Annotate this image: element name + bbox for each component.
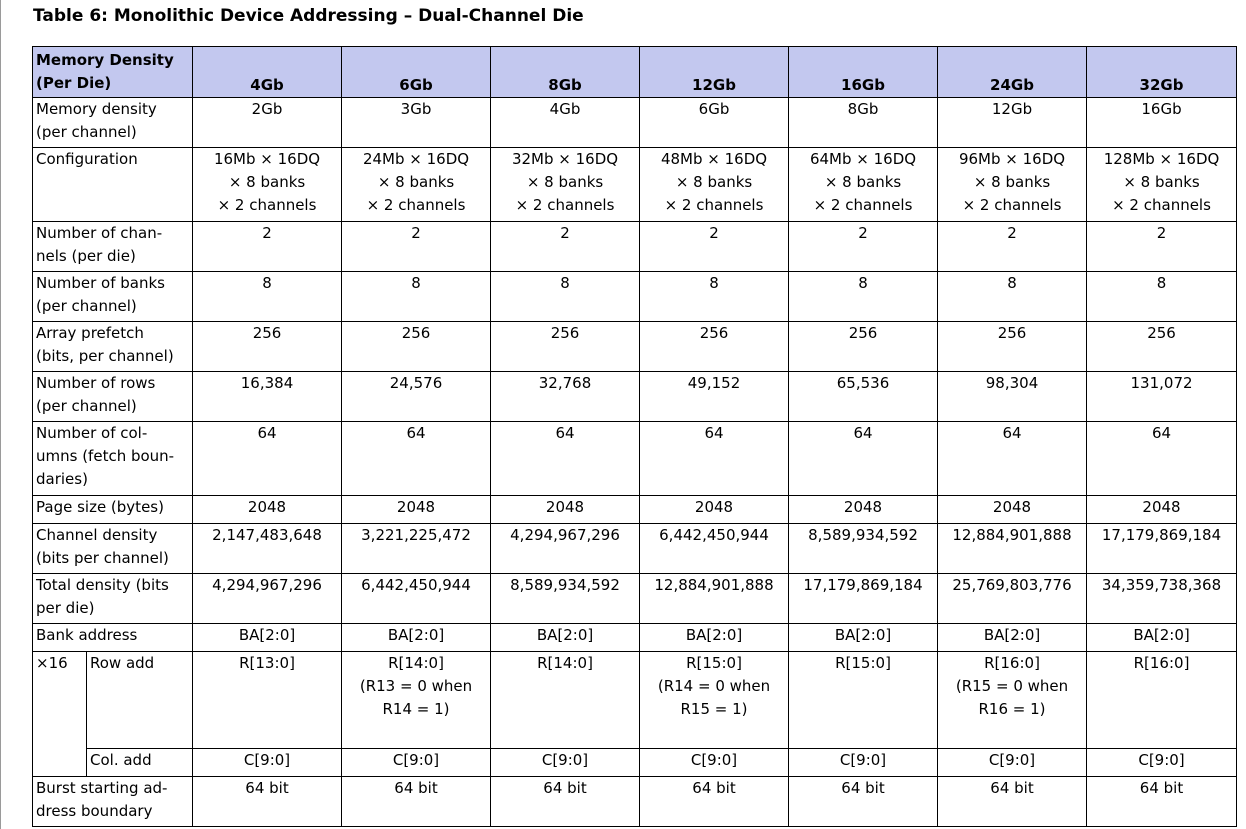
table-cell: 2	[1087, 222, 1237, 272]
table-cell: BA[2:0]	[342, 624, 491, 652]
table-cell: BA[2:0]	[1087, 624, 1237, 652]
table-cell: 2	[193, 222, 342, 272]
table-row	[33, 272, 1237, 322]
table-cell: 64 bit	[193, 777, 342, 827]
table-row	[33, 496, 1237, 524]
table-cell: C[9:0]	[789, 749, 938, 777]
table-cell: 8	[938, 272, 1087, 322]
row-label: Configuration	[33, 148, 193, 222]
row-label: Memory density (per channel)	[33, 98, 193, 148]
table-cell: 12Gb	[938, 98, 1087, 148]
table-cell: 24Mb × 16DQ × 8 banks × 2 channels	[342, 148, 491, 222]
row-label: Bank address	[33, 624, 193, 652]
row-label: Number of banks (per channel)	[33, 272, 193, 322]
row-label: Array prefetch (bits, per channel)	[33, 322, 193, 372]
table-cell: 131,072	[1087, 372, 1237, 422]
table-cell: 65,536	[789, 372, 938, 422]
table-cell: 64 bit	[640, 777, 789, 827]
table-row	[33, 574, 1237, 624]
table-cell: 64Mb × 16DQ × 8 banks × 2 channels	[789, 148, 938, 222]
table-cell: 128Mb × 16DQ × 8 banks × 2 channels	[1087, 148, 1237, 222]
table-cell: 25,769,803,776	[938, 574, 1087, 624]
table-cell: 64 bit	[342, 777, 491, 827]
table-cell: 32Mb × 16DQ × 8 banks × 2 channels	[491, 148, 640, 222]
table-cell: 256	[789, 322, 938, 372]
header-col: 24Gb	[938, 47, 1087, 98]
table-cell: 256	[342, 322, 491, 372]
table-cell: 4Gb	[491, 98, 640, 148]
table-cell: 64	[1087, 422, 1237, 496]
x16-group-label: ×16	[33, 652, 87, 777]
table-cell: C[9:0]	[491, 749, 640, 777]
table-cell: 96Mb × 16DQ × 8 banks × 2 channels	[938, 148, 1087, 222]
table-cell: 64	[193, 422, 342, 496]
page-left-rule	[0, 0, 1, 829]
row-add-label: Row add	[87, 652, 193, 749]
table-row	[33, 322, 1237, 372]
row-label: Number of col- umns (fetch boun- daries)	[33, 422, 193, 496]
table-cell: 2048	[938, 496, 1087, 524]
row-label: Total density (bits per die)	[33, 574, 193, 624]
header-col: 12Gb	[640, 47, 789, 98]
table-cell: 24,576	[342, 372, 491, 422]
table-row	[33, 222, 1237, 272]
table-cell: 64	[938, 422, 1087, 496]
table-cell: 2	[342, 222, 491, 272]
header-col: 32Gb	[1087, 47, 1237, 98]
row-label: Burst starting ad- dress boundary	[33, 777, 193, 827]
table-cell: 6,442,450,944	[640, 524, 789, 574]
table-cell: 256	[938, 322, 1087, 372]
table-cell: 8	[342, 272, 491, 322]
table-cell: 6Gb	[640, 98, 789, 148]
table-row	[33, 148, 1237, 222]
table-cell: C[9:0]	[193, 749, 342, 777]
table-cell: 8	[491, 272, 640, 322]
table-cell: 34,359,738,368	[1087, 574, 1237, 624]
table-cell: C[9:0]	[1087, 749, 1237, 777]
addressing-table	[32, 46, 1237, 827]
table-cell: BA[2:0]	[193, 624, 342, 652]
table-cell: C[9:0]	[938, 749, 1087, 777]
table-cell: BA[2:0]	[789, 624, 938, 652]
table-cell: 2048	[193, 496, 342, 524]
table-cell: 8,589,934,592	[491, 574, 640, 624]
table-cell: 2	[938, 222, 1087, 272]
table-cell: 8	[640, 272, 789, 322]
table-cell: 256	[491, 322, 640, 372]
table-cell: 256	[640, 322, 789, 372]
table-cell: 2048	[1087, 496, 1237, 524]
table-cell: 32,768	[491, 372, 640, 422]
table-cell: R[13:0]	[193, 652, 342, 749]
row-label: Number of rows (per channel)	[33, 372, 193, 422]
table-cell: 8	[789, 272, 938, 322]
table-cell: 2	[789, 222, 938, 272]
table-header-row	[33, 47, 1237, 98]
table-title: Table 6: Monolithic Device Addressing – Dual-Channel Die	[33, 6, 584, 26]
table-cell: 64	[491, 422, 640, 496]
header-col: 16Gb	[789, 47, 938, 98]
table-cell: 2048	[640, 496, 789, 524]
table-cell: 2048	[491, 496, 640, 524]
table-cell: 2Gb	[193, 98, 342, 148]
table-cell: R[14:0]	[491, 652, 640, 749]
table-cell: C[9:0]	[640, 749, 789, 777]
table-cell: BA[2:0]	[938, 624, 1087, 652]
table-cell: 4,294,967,296	[193, 574, 342, 624]
table-cell: 17,179,869,184	[789, 574, 938, 624]
row-label: Page size (bytes)	[33, 496, 193, 524]
table-cell: 64 bit	[1087, 777, 1237, 827]
table-cell: 8	[1087, 272, 1237, 322]
table-cell: 2048	[789, 496, 938, 524]
table-cell: 256	[193, 322, 342, 372]
table-cell: 6,442,450,944	[342, 574, 491, 624]
table-cell: R[16:0]	[1087, 652, 1237, 749]
table-cell: 12,884,901,888	[640, 574, 789, 624]
table-cell: 16Gb	[1087, 98, 1237, 148]
table-row	[33, 98, 1237, 148]
table-cell: 64	[789, 422, 938, 496]
header-col: 6Gb	[342, 47, 491, 98]
table-row	[33, 777, 1237, 827]
table-cell: 2	[640, 222, 789, 272]
table-cell: 2048	[342, 496, 491, 524]
table-cell: 3,221,225,472	[342, 524, 491, 574]
table-cell: R[15:0] (R14 = 0 when R15 = 1)	[640, 652, 789, 749]
table-cell: 98,304	[938, 372, 1087, 422]
row-label: Number of chan- nels (per die)	[33, 222, 193, 272]
table-cell: 3Gb	[342, 98, 491, 148]
table-row	[33, 624, 1237, 652]
header-col: 4Gb	[193, 47, 342, 98]
table-cell: 2	[491, 222, 640, 272]
table-cell: 8	[193, 272, 342, 322]
table-cell: 17,179,869,184	[1087, 524, 1237, 574]
table-row	[33, 422, 1237, 496]
table-cell: C[9:0]	[342, 749, 491, 777]
table-cell: 64	[342, 422, 491, 496]
table-row	[33, 652, 1237, 749]
table-cell: 4,294,967,296	[491, 524, 640, 574]
table-cell: 64	[640, 422, 789, 496]
table-cell: 2,147,483,648	[193, 524, 342, 574]
table-row	[33, 372, 1237, 422]
table-cell: 64 bit	[789, 777, 938, 827]
table-cell: 16,384	[193, 372, 342, 422]
table-cell: R[14:0] (R13 = 0 when R14 = 1)	[342, 652, 491, 749]
table-cell: 12,884,901,888	[938, 524, 1087, 574]
table-cell: 48Mb × 16DQ × 8 banks × 2 channels	[640, 148, 789, 222]
table-cell: 8,589,934,592	[789, 524, 938, 574]
table-cell: R[15:0]	[789, 652, 938, 749]
row-label: Channel density (bits per channel)	[33, 524, 193, 574]
header-col: 8Gb	[491, 47, 640, 98]
table-row	[33, 749, 1237, 777]
table-cell: 49,152	[640, 372, 789, 422]
table-row	[33, 524, 1237, 574]
table-cell: BA[2:0]	[640, 624, 789, 652]
col-add-label: Col. add	[87, 749, 193, 777]
table-cell: 64 bit	[491, 777, 640, 827]
table-cell: BA[2:0]	[491, 624, 640, 652]
table-cell: 8Gb	[789, 98, 938, 148]
table-cell: 256	[1087, 322, 1237, 372]
header-corner: Memory Density (Per Die)	[33, 47, 193, 98]
table-cell: 64 bit	[938, 777, 1087, 827]
table-cell: R[16:0] (R15 = 0 when R16 = 1)	[938, 652, 1087, 749]
table-cell: 16Mb × 16DQ × 8 banks × 2 channels	[193, 148, 342, 222]
